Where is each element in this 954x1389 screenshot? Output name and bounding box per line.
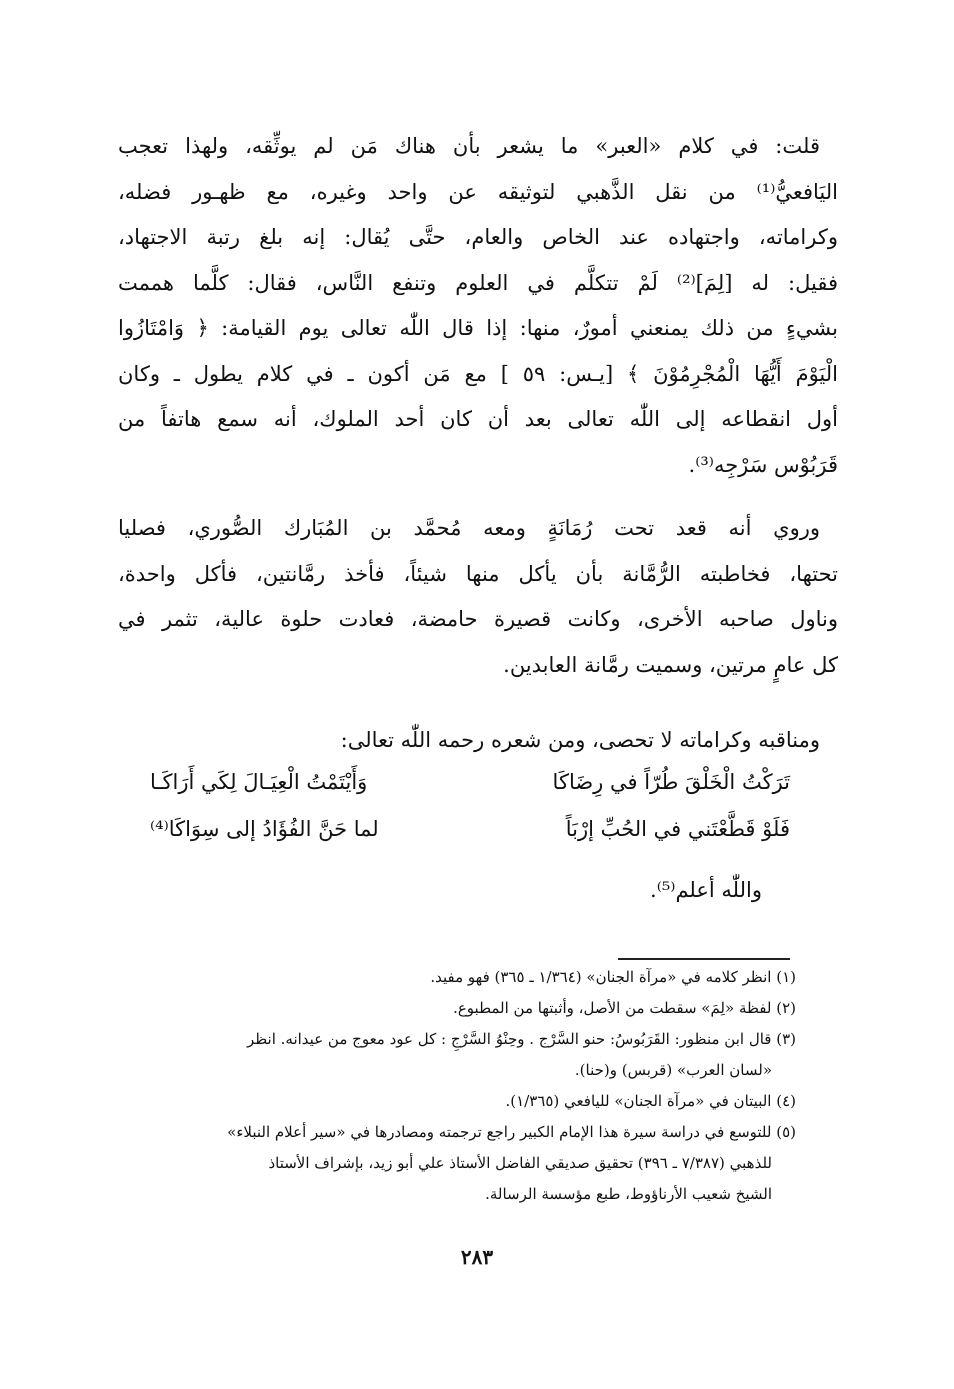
text-line: أول انقطاعه إلى اللّٰه تعالى بعد أن كان أحد الملوك، أنه سمع هاتفاً من [118,407,838,431]
text-line: تحتها، فخاطبته الرُّمَّانة بأن يأكل منها شيئاً، فأخذ رمَّانتين، فأكل واحدة، [118,561,838,586]
text-line: وروي أنه قعد تحت رُمَانَةٍ ومعه مُحمَّد بن المُبَارك الصُّوري، فصليا [118,516,820,540]
text-line: كل عامٍ مرتين، وسميت رمَّانة العابدين. [503,652,838,677]
footnote-2 [116,993,796,1024]
footnote-row: (٥) للتوسع في دراسة سيرة هذا الإمام الكبير راجع ترجمته ومصادرها في «سير أعلام النبلاء» [227,1123,796,1141]
footnote-1 [116,962,796,993]
verse-first-hemistich: فَلَوْ قَطَّعْتَني في الحُبِّ إرْبَاً [565,817,790,841]
footnote-row: (١) انظر كلامه في «مرآة الجنان» (١/٣٦٤ ـ ٣٦٥) فهو مفيد. [430,968,796,986]
footnote-row: «لسان العرب» (قربس) و(حنا). [574,1061,772,1079]
footnote-3 [116,1024,796,1086]
footnote-row: الشيخ شعيب الأرناؤوط، طبع مؤسسة الرسالة. [485,1185,772,1203]
text-line: وناول صاحبه الأخرى، وكانت قصيرة حامضة، فعادت حلوة عالية، تثمر في [118,607,838,631]
verse-line [150,770,790,817]
footnote-row: (٤) البيتان في «مرآة الجنان» لليافعي (١/٣٦٥). [505,1092,796,1110]
footnote-row: (٣) قال ابن منظور: القَرَبُوسُ: حنو السَّرْج . وحِنْوُ السَّرْجِ : كل عود معوج من عيدانه. انظر [246,1030,796,1048]
paragraph-text [118,718,838,764]
paragraph-2 [118,506,838,688]
text-line: اليَافعيُّ⁽¹⁾ من نقل الذَّهبي لتوثيقه عن واحد وغيره، مع ظهـور فضله، [118,179,838,204]
verse-second-hemistich: وَأَيْتَمْتُ الْعِيَـالَ لِكَي أَرَاكَـا [150,770,368,794]
text-line: قَرَبُوْس سَرْجِه⁽³⁾. [688,452,838,477]
footnote-divider [618,958,790,960]
poem [150,770,790,864]
verse-second-hemistich: لما حَنَّ الفُؤَادُ إلى سِوَاكَا⁽⁴⁾ [150,817,379,841]
text-line: فقيل: له [لِمَ]⁽²⁾ لَمْ تتكلَّم في العلوم وتنفع النَّاس، فقال: كلَّما هممت [118,270,838,295]
paragraph-text [118,124,838,488]
text-line: بشيءٍ من ذلك يمنعني أمورٌ، منها: إذا قال اللّٰه تعالى يوم القيامة: ﴿ وَامْتَازُوا [118,316,838,340]
paragraph-text [118,506,838,688]
closing-line: واللّٰه أعلم⁽⁵⁾. [650,878,762,902]
footnote-4 [116,1086,796,1117]
footnotes [116,962,796,1210]
verse-first-hemistich: تَرَكْتُ الْخَلْقَ طُرّاً في رِضَاكَا [552,770,790,794]
paragraph-1 [118,124,838,488]
page-number: ٢٨٣ [460,1245,494,1269]
footnote-row: (٢) لفظة «لِمَ» سقطت من الأصل، وأثبتها من المطبوع. [453,999,796,1017]
text-line: قلت: في كلام «العبر» ما يشعر بأن هناك مَن لم يوثِّقه، ولهذا تعجب [118,134,820,158]
verse-line [150,817,790,864]
footnote-row: للذهبي (٧/٣٨٧ ـ ٣٩٦) تحقيق صديقي الفاضل الأستاذ علي أبو زيد، بإشراف الأستاذ [268,1154,772,1172]
text-line: الْيَوْمَ أَيُّهَا الْمُجْرِمُوْنَ ﴾ [يـس: ٥٩ ] مع مَن أكون ـ في كلام يطول ـ وكان [118,361,838,386]
text-line: ومناقبه وكراماته لا تحصى، ومن شعره رحمه اللّٰه تعالى: [340,728,820,752]
text-line: وكراماته، واجتهاده عند الخاص والعام، حتَّى يُقال: إنه بلغ رتبة الاجتهاد، [118,225,838,249]
paragraph-3 [118,718,838,764]
footnote-5 [116,1117,796,1210]
